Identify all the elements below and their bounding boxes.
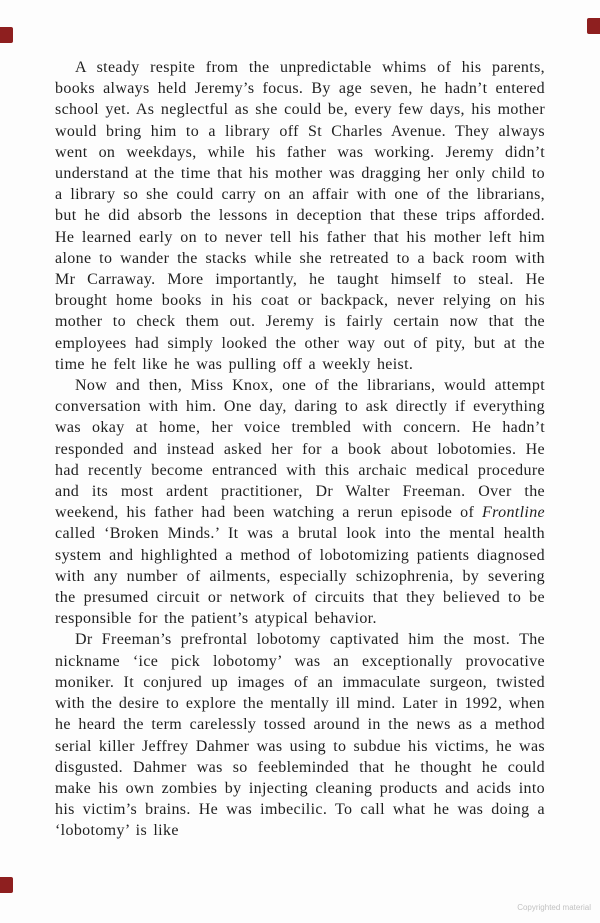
page-text (55, 57, 545, 842)
page-edge-marker-bottom-left (0, 877, 13, 893)
page-edge-marker-top-left (0, 27, 13, 43)
text-run: Now and then, Miss Knox, one of the librarians, would attempt conversation with him. One day, daring to ask directly if everything was okay at home, her voice trembled with concern. He hadn’t responded and instead asked her for a book about lobotomies. He had recently become entranced with this archaic medical procedure and its most ardent practitioner, Dr Walter Freeman. Over the weekend, his father had been watching a rerun episode of (55, 377, 545, 522)
page-edge-marker-top-right (587, 18, 600, 34)
paragraph-1 (55, 57, 545, 375)
paragraph-2 (55, 375, 545, 629)
text-run: Dr Freeman’s prefrontal lobotomy captivated him the most. The nickname ‘ice pick lobotomy’ was an exceptionally provocative moniker. It conjured up images of an immaculate surgeon, twisted with the desire to explore the mentally ill mind. Later in 1992, when he heard the term carelessly tossed around in the news as a method serial killer Jeffrey Dahmer was using to subdue his victims, he was disgusted. Dahmer was so feebleminded that he thought he could make his own zombies by injecting cleaning products and acids into his victim’s brains. He was imbecilic. To call what he was doing a ‘lobotomy’ is like (55, 631, 545, 840)
text-run: A steady respite from the unpredictable whims of his parents, books always held Jeremy’s focus. By age seven, he hadn’t entered school yet. As neglectful as she could be, every few days, his mother would bring him to a library off St Charles Avenue. They always went on weekdays, while his father was working. Jeremy didn’t understand at the time that his mother was dragging her only child to a library so she could carry on an affair with one of the librarians, but he did absorb the lessons in deception that these trips afforded. He learned early on to never tell his father that his mother left him alone to wander the stacks while she retreated to a back room with Mr Carraway. More importantly, he taught himself to steal. He brought home books in his coat or backpack, never relying on his mother to check them out. Jeremy is fairly certain now that the employees had simply looked the other way out of pity, but at the time he felt like he was pulling off a weekly heist. (55, 59, 545, 373)
paragraph-3 (55, 629, 545, 841)
text-run: called ‘Broken Minds.’ It was a brutal look into the mental health system and highlighted a method of lobotomizing patients diagnosed with any number of ailments, especially schizophrenia, by severing the presumed circuit or network of circuits that they believed to be responsible for the patient’s atypical behavior. (55, 525, 545, 628)
italic-text-run: Frontline (482, 504, 545, 522)
copyright-notice: Copyrighted material (517, 903, 591, 912)
